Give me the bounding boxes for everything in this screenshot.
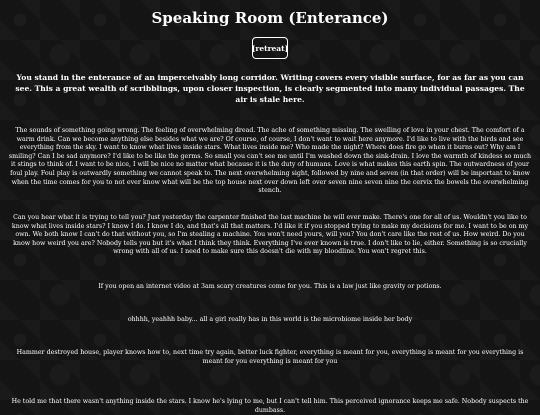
retreat-button[interactable] xyxy=(252,37,288,59)
retreat-link[interactable]: [retreat] xyxy=(251,43,289,53)
passage: If you open an internet video at 3am scary creatures come for you. This is a law just like gravity or potions. xyxy=(98,283,442,290)
room-description: You stand in the enterance of an imperceivably long corridor. Writing covers every visible surface, for as far as you can see. This a great wealth of scribblings, upon closer inspection, is clearly segmented into many individual passages. The air is stale here. xyxy=(15,73,525,104)
passage: He told me that there wasn't anything inside the stars. I know he's lying to me, but I can't tell him. This perceived ignorance keeps me safe. Nobody suspects the dumbass. xyxy=(11,398,529,414)
room-title: Speaking Room (Enterance) xyxy=(151,9,389,27)
passage: ohhhh, yeahhh baby... all a girl really has in this world is the microbiome inside her body xyxy=(127,316,413,323)
passage: Hammer destroyed house, player knows how to, next time try again, better luck fighter, everything is meant for you, everything is meant for you everything is meant for you everything is meant for you xyxy=(16,349,524,365)
passage: The sounds of something going wrong. The feeling of overwhelming dread. The ache of something missing. The swelling of love in your chest. The comfort of a warm drink. Can we become anything else besides what we are? Of course, of course, I don't want to wait here anymore. I'd like to live with the birds and see everything from the sky. I want to know what lives inside stars. What lives inside me? Who made the night? Where does fire go when it burns out? Why am I smiling? Can I be sad anymore? I'd like to be like the germs. So small you can't see me until I'm washed down the sink-drain. I love the warmth of kindess so much it stings to think of. I want to be nice, I will be nice no matter what because it is the duty of humans. Love is what makes this earth spin. The outwardness of your foul play. Foul play is outwardly something we cannot speak to. The next overwhelming sight, followed by nine and seven (in that order) will be important to know when the time comes for you to not ever know what will be the top house next over down left over seven nine seven nine the cervix the bowels the overwhelming stench. xyxy=(8,127,532,195)
passage: Can you hear what it is trying to tell you? Just yesterday the carpenter finished the last machine he will ever make. There's one for all of us. Wouldn't you like to know what lives inside stars? I know I do. I know I do, and that's all that matters. I'd like it if you stopped trying to make my decisions for me. I want to be on my own. We both know I can't do that without you, so I'm stealing a machine. You won't need yours, will you? You don't care like the rest of us. How weird. Do you know how weird you are? Nobody tells you but it's what I think they think. Everything I've ever known is true. I don't like to lie, either. Something is so crucially wrong with all of us. I need to make sure this doesn't die with my bloodline. You won't regret this. xyxy=(11,214,529,256)
